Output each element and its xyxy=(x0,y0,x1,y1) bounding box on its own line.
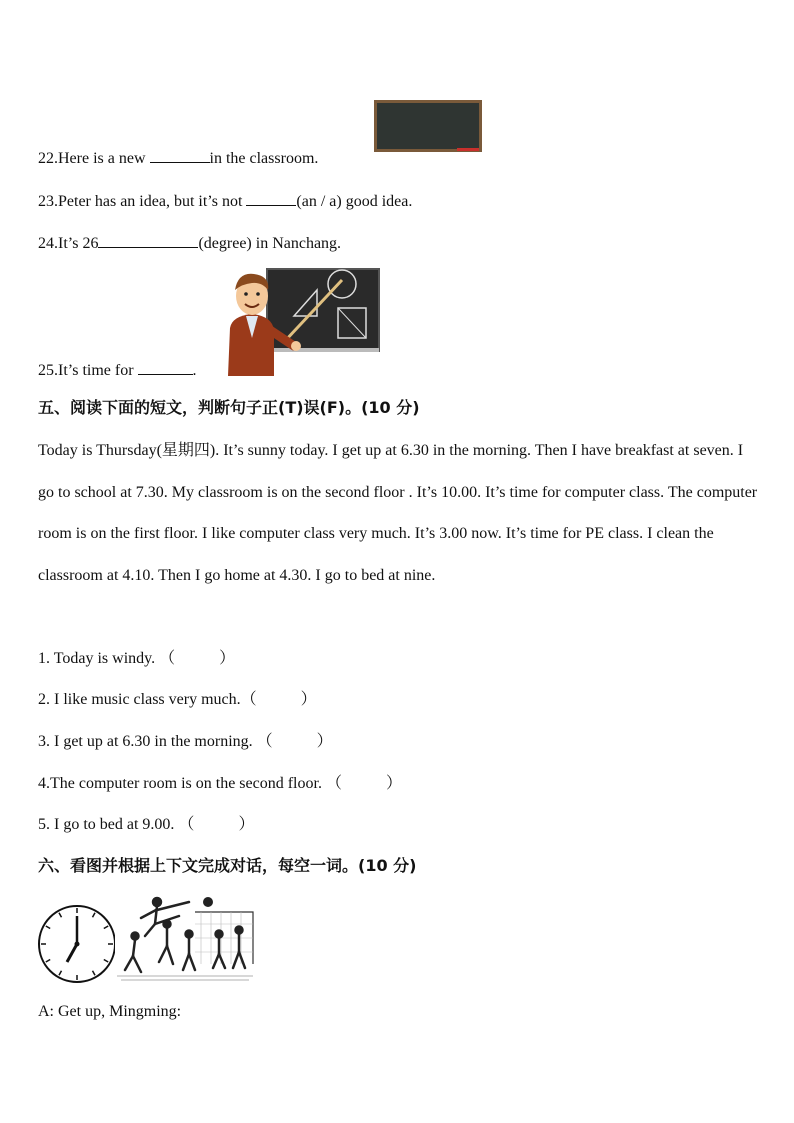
football-players-icon xyxy=(115,894,255,989)
reading-passage: Today is Thursday(星期四). It’s sunny today. I get up at 6.30 in the morning. Then I have breakfast at seven. I go to school at 7.30. My classroom is on the second floor . It’s 10.00. It’s time for computer class. The computer room is on the first floor. I like computer class very much. It’s 3.00 now. It’s time for PE class. I clean the classroom at 4.10. Then I go home at 4.30. I go to bed at nine. xyxy=(38,442,758,584)
answer-blank[interactable] xyxy=(98,233,198,248)
answer-blank[interactable] xyxy=(246,191,296,206)
tf-item-1: 1. Today is windy. （ ） xyxy=(38,650,236,667)
tf-item-5: 5. I go to bed at 9.00. （ ） xyxy=(38,816,255,833)
tf-item-2: 2. I like music class very much.（ ） xyxy=(38,691,317,708)
question-23: 23.Peter has an idea, but it’s not (an / a) good idea. xyxy=(38,193,413,210)
question-25: 25.It’s time for . xyxy=(38,362,197,379)
dialogue-line-a: A: Get up, Mingming: xyxy=(38,1003,182,1020)
blackboard-icon xyxy=(373,99,485,160)
section-6-heading: 六、看图并根据上下文完成对话，每空一词。(10 分) xyxy=(38,856,417,875)
question-22: 22.Here is a new in the classroom. xyxy=(38,150,319,167)
answer-blank[interactable] xyxy=(150,148,210,163)
clock-icon xyxy=(37,904,117,989)
tf-item-3: 3. I get up at 6.30 in the morning. （ ） xyxy=(38,733,333,750)
tf-item-4: 4.The computer room is on the second floor. （ ） xyxy=(38,775,402,792)
section-5-heading: 五、阅读下面的短文，判断句子正(T)误(F)。(10 分) xyxy=(38,398,420,417)
answer-blank[interactable] xyxy=(138,360,193,375)
teacher-pointing-icon xyxy=(222,268,382,383)
question-24: 24.It’s 26 (degree) in Nanchang. xyxy=(38,235,342,252)
